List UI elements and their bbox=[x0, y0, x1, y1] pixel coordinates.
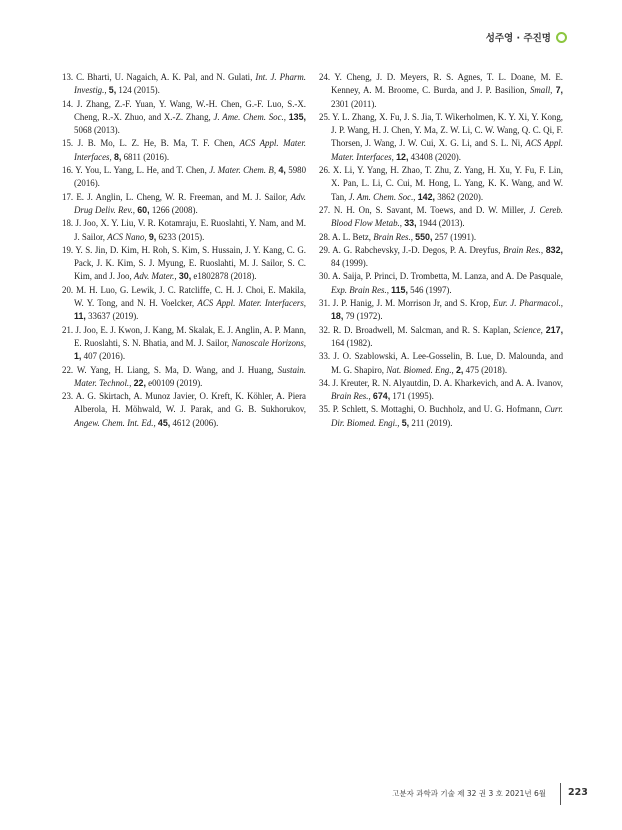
reference-journal: Small, bbox=[529, 85, 553, 96]
reference-num: 32. bbox=[319, 324, 331, 335]
journal-info: 고분자 과학과 기술 제 32 권 3 호 2021년 6월 bbox=[392, 789, 546, 798]
reference-item bbox=[62, 324, 306, 364]
reference-journal: Angew. Chem. Int. Ed., bbox=[74, 417, 156, 428]
reference-rest: 211 (2019). bbox=[411, 417, 453, 428]
reference-journal: J. Mater. Chem. B, bbox=[209, 165, 277, 176]
reference-rest: 546 (1997). bbox=[410, 284, 452, 295]
reference-volume: 30, bbox=[178, 271, 192, 282]
reference-num: 31. bbox=[319, 298, 331, 309]
reference-authors: A. Saija, P. Princi, D. Trombetta, M. Lanza, and A. De Pasquale, bbox=[332, 271, 564, 282]
reference-rest: 4612 (2006). bbox=[172, 417, 219, 428]
reference-volume: 1, bbox=[74, 351, 82, 362]
reference-authors: N. H. On, S. Savant, M. Toews, and D. W. Miller, bbox=[333, 204, 526, 215]
reference-volume: 135, bbox=[288, 111, 307, 122]
reference-rest: 84 (1999). bbox=[331, 258, 368, 269]
reference-item bbox=[62, 137, 306, 164]
reference-journal: ACS Appl. Mater. Interfaces, bbox=[331, 138, 563, 162]
reference-item bbox=[62, 364, 306, 391]
reference-rest: 124 (2015). bbox=[118, 85, 160, 96]
reference-item bbox=[62, 71, 306, 98]
reference-journal: Exp. Brain Res., bbox=[331, 284, 389, 295]
reference-rest: 2301 (2011). bbox=[331, 98, 377, 109]
reference-volume: 2, bbox=[456, 364, 464, 375]
reference-item bbox=[62, 191, 306, 218]
reference-journal: Adv. Mater., bbox=[133, 271, 177, 282]
reference-item bbox=[319, 244, 563, 271]
reference-authors: Y. S. Jin, D. Kim, H. Roh, S. Kim, S. Hussain, J. Y. Kang, C. G. Pack, J. K. Kim, S. J. Myung, E. Ruoslahti, M. J. Sailor, S. C. Kim, and J. Joo, bbox=[74, 244, 307, 282]
reference-volume: 674, bbox=[372, 391, 391, 402]
reference-authors: Y. L. Zhang, X. Fu, J. S. Jia, T. Wikerholmen, K. Y. Xi, Y. Kong, J. P. Wang, H. J. Chen, Y. Ma, Z. W. Li, C. W. Wang, Q. C. Qi, F. Thorsen, J. Wang, J. W. Cui, X. G. Li, and S. L. Ni, bbox=[331, 111, 564, 149]
reference-item bbox=[319, 297, 563, 324]
reference-journal: Sustain. Mater. Technol., bbox=[74, 364, 307, 388]
reference-volume: 9, bbox=[148, 231, 157, 242]
footer-divider bbox=[560, 783, 561, 805]
reference-authors: Y. You, L. Yang, L. He, and T. Chen, bbox=[75, 165, 207, 176]
reference-volume: 142, bbox=[417, 191, 436, 202]
reference-volume: 5, bbox=[401, 417, 410, 428]
reference-authors: J. B. Mo, L. Z. He, B. Ma, T. F. Chen, bbox=[77, 138, 236, 149]
reference-authors: E. J. Anglin, L. Cheng, W. R. Freeman, and M. J. Sailor, bbox=[76, 191, 288, 202]
reference-item bbox=[319, 164, 563, 204]
page-number: 223 bbox=[568, 787, 588, 798]
reference-volume: 4, bbox=[278, 165, 286, 176]
reference-num: 17. bbox=[62, 191, 74, 202]
reference-item bbox=[62, 217, 306, 244]
reference-journal: Adv. Drug Deliv. Rev., bbox=[74, 191, 307, 215]
reference-authors: Y. Cheng, J. D. Meyers, R. S. Agnes, T. L. Doane, M. E. Kenney, A. M. Broome, C. Burda, and J. P. Basilion, bbox=[331, 72, 563, 96]
reference-rest: 1266 (2008). bbox=[151, 204, 198, 215]
reference-item bbox=[62, 284, 306, 324]
reference-journal: Int. J. Pharm. Investig., bbox=[74, 72, 306, 96]
reference-num: 14. bbox=[62, 98, 74, 109]
reference-authors: J. Kreuter, R. N. Alyautdin, D. A. Kharkevich, and A. A. Ivanov, bbox=[332, 377, 564, 388]
reference-rest: 407 (2016). bbox=[83, 351, 126, 362]
reference-authors: W. Yang, H. Liang, S. Ma, D. Wang, and J. Huang, bbox=[76, 364, 274, 375]
reference-journal: ACS Nano, bbox=[107, 231, 147, 242]
reference-num: 33. bbox=[319, 351, 331, 362]
reference-rest: 6811 (2016). bbox=[123, 151, 170, 162]
reference-volume: 18, bbox=[331, 311, 344, 322]
reference-journal: J. Cereb. Blood Flow Metab., bbox=[331, 204, 564, 229]
reference-num: 28. bbox=[319, 231, 331, 242]
reference-num: 19. bbox=[62, 244, 74, 255]
reference-volume: 5, bbox=[108, 85, 117, 96]
reference-item bbox=[319, 377, 563, 404]
reference-item bbox=[62, 164, 306, 191]
reference-num: 20. bbox=[62, 284, 74, 295]
reference-journal: Nanoscale Horizons, bbox=[231, 337, 306, 348]
reference-rest: 171 (1995). bbox=[392, 391, 434, 402]
reference-item bbox=[319, 324, 563, 351]
reference-num: 21. bbox=[62, 324, 74, 335]
reference-journal: Curr. Dir. Biomed. Engi., bbox=[331, 404, 564, 428]
references-right-column bbox=[319, 71, 563, 430]
reference-num: 13. bbox=[62, 72, 74, 82]
reference-authors: X. Li, Y. Yang, H. Zhao, T. Zhu, Z. Yang, H. Xu, Y. Fu, F. Lin, X. Pan, L. Li, C. Cui, M. Hong, L. Yang, K. K. Wang, and W. Tan, bbox=[331, 165, 564, 202]
reference-volume: 60, bbox=[137, 204, 150, 215]
reference-journal: J. Am. Chem. Soc., bbox=[348, 191, 416, 202]
reference-num: 22. bbox=[62, 364, 74, 375]
reference-authors: A. G. Skirtach, A. Munoz Javier, O. Kreft, K. Köhler, A. Piera Alberola, H. Möhwald, W. J. Parak, and G. B. Sukhorukov, bbox=[74, 391, 306, 415]
reference-volume: 45, bbox=[157, 417, 171, 428]
reference-authors: P. Schlett, S. Mottaghi, O. Buchholz, and U. G. Hofmann, bbox=[332, 404, 542, 415]
reference-num: 26. bbox=[319, 165, 331, 176]
reference-authors: C. Bharti, U. Nagaich, A. K. Pal, and N. Gulati, bbox=[76, 72, 253, 82]
reference-item bbox=[319, 231, 563, 244]
reference-volume: 33, bbox=[404, 218, 417, 229]
reference-rest: e00109 (2019). bbox=[148, 377, 203, 388]
page-footer bbox=[392, 783, 588, 807]
reference-journal: Nat. Biomed. Eng., bbox=[386, 364, 454, 375]
reference-rest: 5068 (2013). bbox=[74, 125, 120, 136]
reference-num: 27. bbox=[319, 204, 331, 215]
reference-item bbox=[319, 403, 563, 430]
reference-authors: M. H. Luo, G. Lewik, J. C. Ratcliffe, C. H. J. Choi, E. Makila, W. Y. Tong, and N. H. Voelcker, bbox=[74, 284, 307, 309]
reference-volume: 8, bbox=[113, 151, 122, 162]
reference-num: 23. bbox=[62, 391, 74, 402]
reference-rest: 5980 (2016). bbox=[74, 165, 307, 189]
reference-item bbox=[62, 98, 306, 138]
reference-item bbox=[319, 270, 563, 297]
reference-volume: 115, bbox=[391, 284, 408, 295]
header-authors: 성주영 · 주진명 bbox=[485, 33, 551, 44]
reference-volume: 550, bbox=[415, 231, 433, 242]
reference-rest: e1802878 (2018). bbox=[193, 271, 257, 282]
reference-authors: J. Joo, X. Y. Liu, V. R. Kotamraju, E. Ruoslahti, Y. Nam, and M. J. Sailor, bbox=[74, 218, 307, 242]
reference-item bbox=[319, 204, 563, 231]
reference-journal: Brain Res., bbox=[331, 391, 371, 402]
reference-rest: 33637 (2019). bbox=[88, 311, 139, 322]
reference-num: 24. bbox=[319, 72, 331, 82]
reference-item bbox=[319, 71, 563, 111]
reference-rest: 257 (1991). bbox=[434, 231, 477, 242]
reference-volume: 11, bbox=[74, 311, 86, 322]
reference-num: 18. bbox=[62, 218, 74, 229]
reference-journal: ACS Appl. Mater. Interfaces, bbox=[74, 138, 307, 162]
reference-journal: Science, bbox=[513, 324, 543, 335]
reference-num: 25. bbox=[319, 111, 331, 122]
reference-num: 16. bbox=[62, 165, 74, 176]
reference-item bbox=[319, 350, 563, 377]
reference-rest: 164 (1982). bbox=[331, 337, 373, 348]
reference-num: 35. bbox=[319, 404, 331, 415]
reference-rest: 3862 (2020). bbox=[437, 191, 484, 202]
reference-authors: A. L. Betz, bbox=[331, 231, 372, 242]
reference-authors: R. D. Broadwell, M. Salcman, and R. S. Kaplan, bbox=[332, 324, 511, 335]
green-ring-icon bbox=[556, 32, 567, 43]
reference-journal: Brain Res., bbox=[373, 231, 413, 242]
reference-rest: 1944 (2013). bbox=[418, 218, 465, 229]
references-left-column bbox=[62, 71, 306, 430]
reference-item bbox=[62, 390, 306, 430]
reference-item bbox=[62, 244, 306, 284]
reference-journal: Eur. J. Pharmacol., bbox=[493, 298, 564, 309]
reference-journal: ACS Appl. Mater. Interfacers, bbox=[197, 298, 307, 309]
reference-journal: J. Ame. Chem. Soc., bbox=[213, 111, 286, 122]
reference-num: 29. bbox=[319, 244, 331, 255]
reference-journal: Brain Res., bbox=[502, 244, 544, 255]
reference-rest: 475 (2018). bbox=[465, 364, 508, 375]
reference-volume: 217, bbox=[545, 324, 564, 335]
running-header bbox=[486, 30, 567, 44]
reference-authors: A. G. Rabchevsky, J.-D. Degos, P. A. Dreyfus, bbox=[332, 244, 501, 255]
reference-authors: J. Joo, E. J. Kwon, J. Kang, M. Skalak, E. J. Anglin, A. P. Mann, E. Ruoslahti, S. N. Bhatia, and M. J. Sailor, bbox=[74, 324, 307, 348]
reference-volume: 832, bbox=[545, 244, 564, 255]
reference-item bbox=[319, 111, 563, 164]
reference-authors: J. O. Szablowski, A. Lee-Gosselin, B. Lue, D. Malounda, and M. G. Shapiro, bbox=[331, 351, 564, 375]
reference-rest: 79 (1972). bbox=[345, 311, 383, 322]
reference-volume: 22, bbox=[133, 377, 146, 388]
reference-rest: 6233 (2015). bbox=[158, 231, 205, 242]
reference-num: 15. bbox=[62, 138, 74, 149]
reference-volume: 7, bbox=[555, 85, 564, 96]
reference-authors: J. P. Hanig, J. M. Morrison Jr, and S. Krop, bbox=[332, 298, 491, 309]
reference-num: 30. bbox=[319, 271, 331, 282]
reference-authors: J. Zhang, Z.-F. Yuan, Y. Wang, W.-H. Chen, G.-F. Luo, S.-X. Cheng, R.-X. Zhuo, and X.-Z. Zhang, bbox=[74, 98, 306, 122]
reference-volume: 12, bbox=[396, 151, 409, 162]
reference-num: 34. bbox=[319, 377, 331, 388]
reference-rest: 43408 (2020). bbox=[410, 151, 461, 162]
